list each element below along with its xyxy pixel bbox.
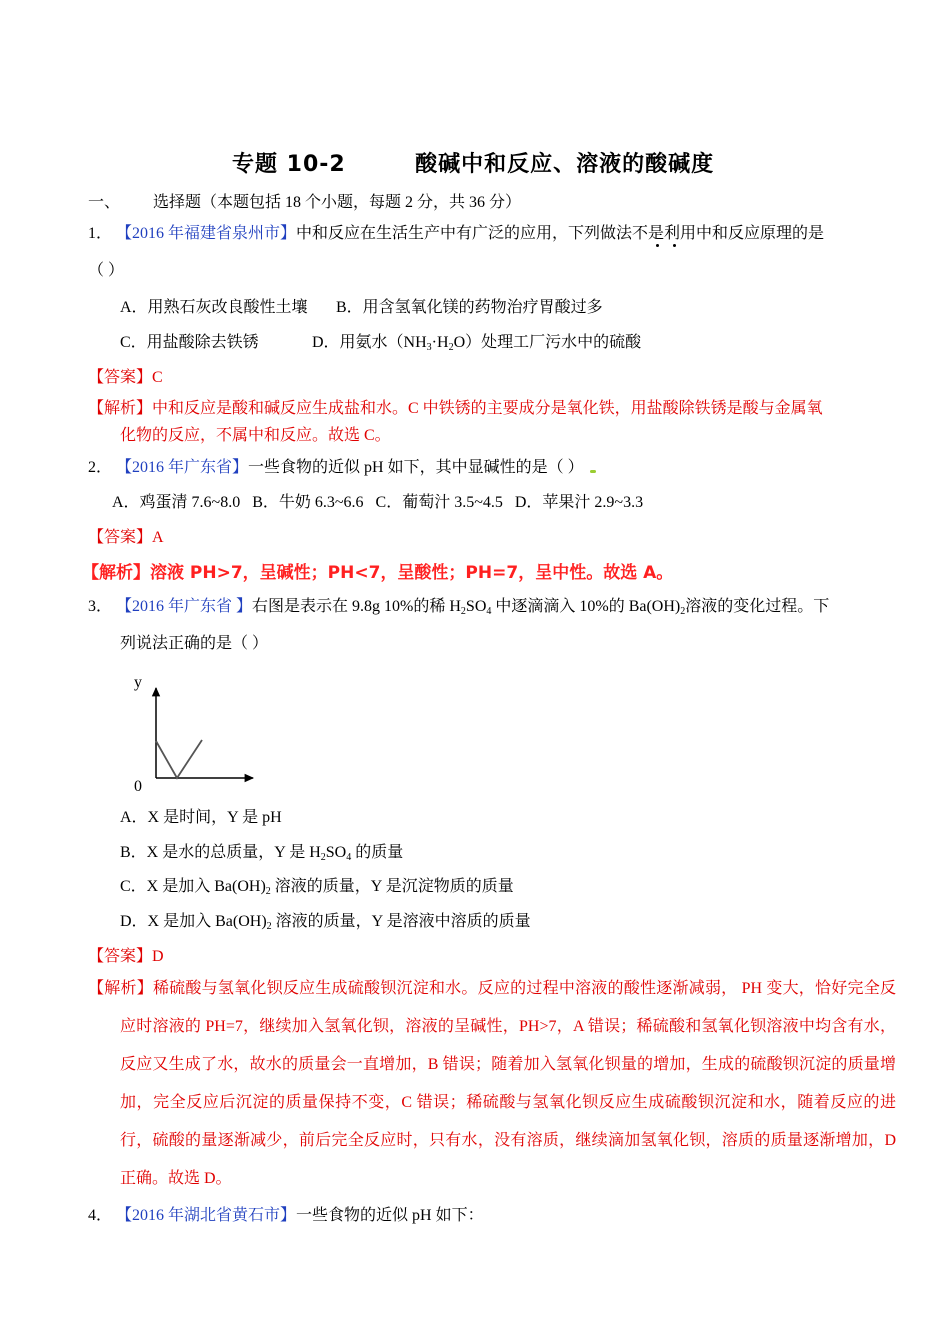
q3-option-d-part: D．X 是加入 Ba(OH) bbox=[120, 913, 267, 930]
q4-number: 4． bbox=[88, 1207, 113, 1224]
q1-option-d-sub: 2 bbox=[448, 342, 454, 353]
q3-option-b-sub: 2 bbox=[320, 852, 326, 863]
q4-source: 【2016 年湖北省黄石市】 bbox=[116, 1207, 297, 1224]
q3-line bbox=[88, 596, 829, 618]
q3-option-d bbox=[120, 911, 531, 933]
q3-option-c-sub: 2 bbox=[265, 886, 271, 897]
q3-stem-part: 溶液的变化过程。下 bbox=[685, 598, 830, 615]
graph-origin-label: 0 bbox=[134, 778, 142, 795]
q2-stem: 一些食物的近似 pH 如下，其中显碱性的是（ ） bbox=[248, 459, 584, 476]
q1-source: 【2016 年福建省泉州市】 bbox=[116, 225, 297, 242]
q3-option-c-part: C．X 是加入 Ba(OH) bbox=[120, 878, 266, 895]
q1-option-a: A．用熟石灰改良酸性土壤 bbox=[120, 299, 308, 316]
q1-analysis-line1: 【解析】中和反应是酸和碱反应生成盐和水。C 中铁锈的主要成分是氧化铁，用盐酸除铁锈是酸与金属氧 bbox=[88, 400, 823, 417]
q2-analysis: 【解析】溶液 PH>7，呈碱性；PH<7，呈酸性；PH=7，呈中性。故选 A。 bbox=[82, 563, 674, 583]
q1-option-d-sub: 3 bbox=[426, 342, 432, 353]
q3-option-d-sub: 2 bbox=[266, 921, 272, 932]
green-mark bbox=[590, 470, 596, 473]
q3-option-b-part: 的质量 bbox=[351, 844, 404, 861]
q3-option-d-part: 溶液的质量，Y 是溶液中溶质的质量 bbox=[271, 913, 531, 930]
q2-line bbox=[88, 457, 584, 479]
q2-answer: 【答案】A bbox=[88, 529, 164, 546]
q1-option-d-part: ·H bbox=[431, 334, 449, 351]
q1-option-d bbox=[312, 332, 641, 354]
section-number: 一、 bbox=[88, 194, 121, 211]
q1-option-d-part: O）处理工厂污水中的硫酸 bbox=[453, 334, 642, 351]
q3-number: 3． bbox=[88, 598, 113, 615]
q3-answer: 【答案】D bbox=[88, 948, 164, 965]
q3-stem-sub: 4 bbox=[486, 606, 492, 617]
q1-answer-paren: （ ） bbox=[88, 262, 125, 279]
q1-stem: 中和反应在生活生产中有广泛的应用，下列做法不是利用中和反应原理的是 bbox=[296, 225, 825, 242]
q3-option-b-sub: 4 bbox=[346, 852, 352, 863]
graph-curve bbox=[156, 740, 202, 778]
page-title bbox=[232, 154, 714, 176]
q4-stem: 一些食物的近似 pH 如下： bbox=[296, 1207, 484, 1224]
q3-analysis: 【解析】稀硫酸与氢氧化钡反应生成硫酸钡沉淀和水。反应的过程中溶液的酸性逐渐减弱， PH 变大，恰好完全反应时溶液的 PH=7，继续加入氢氧化钡，溶液的呈碱性，PH>7，A 错误；稀硫酸和氢氧化钡溶液中均含有水，反应又生成了水，故水的质量会一直增加，B 错误；随着加入氢氧化钡量的增加，生成的硫酸钡沉淀的质量增加，完全反应后沉淀的质量保持不变，C 错误；稀硫酸与氢氧化钡反应生成硫酸钡沉淀和水，随着反应的进行，硫酸的量逐渐减少，前后完全反应时，只有水，没有溶质，继续滴加氢氧化钡，溶质的质量逐渐增加，D 正确。故选 D。 bbox=[88, 980, 896, 1187]
q1-option-d-part: D．用氨水（NH bbox=[312, 334, 427, 351]
q3-option-c-part: 溶液的质量，Y 是沉淀物质的质量 bbox=[270, 878, 514, 895]
title-main: 酸碱中和反应、溶液的酸碱度 bbox=[415, 152, 715, 177]
graph-y-label: y bbox=[134, 674, 142, 691]
q3-source: 【2016 年广东省 】 bbox=[116, 598, 253, 615]
title-prefix: 专题 10-2 bbox=[232, 152, 346, 177]
q1-option-b: B．用含氢氧化镁的药物治疗胃酸过多 bbox=[336, 299, 603, 316]
emphasis-dot bbox=[656, 244, 659, 247]
q3-option-c bbox=[120, 876, 514, 898]
q2-options: A．鸡蛋清 7.6~8.0 B．牛奶 6.3~6.6 C．葡萄汁 3.5~4.5 D．苹果汁 2.9~3.3 bbox=[112, 494, 644, 511]
q4-line bbox=[88, 1205, 484, 1227]
q3-stem-sub: 2 bbox=[460, 606, 466, 617]
q1-line bbox=[88, 223, 824, 245]
q3-stem-part: SO bbox=[465, 598, 487, 615]
q3-option-a: A．X 是时间，Y 是 pH bbox=[120, 809, 282, 826]
q1-option-c: C．用盐酸除去铁锈 bbox=[120, 334, 259, 351]
q3-option-b-part: SO bbox=[325, 844, 347, 861]
q2-source: 【2016 年广东省】 bbox=[116, 459, 249, 476]
q1-number: 1． bbox=[88, 225, 113, 242]
emphasis-dot bbox=[673, 244, 676, 247]
section-heading: 选择题（本题包括 18 个小题，每题 2 分，共 36 分） bbox=[153, 194, 522, 211]
q1-analysis-line2: 化物的反应，不属中和反应。故选 C。 bbox=[120, 427, 391, 444]
q3-stem-line2: 列说法正确的是（ ） bbox=[120, 635, 269, 652]
q3-stem-part: 右图是表示在 9.8g 10%的稀 H bbox=[252, 598, 461, 615]
q3-option-b bbox=[120, 842, 403, 864]
q3-option-b-part: B．X 是水的总质量，Y 是 H bbox=[120, 844, 321, 861]
q1-answer: 【答案】C bbox=[88, 369, 163, 386]
q3-stem-sub: 2 bbox=[680, 606, 686, 617]
q3-stem-part: 中逐滴滴入 10%的 Ba(OH) bbox=[491, 598, 681, 615]
q3-graph bbox=[125, 670, 265, 800]
q2-number: 2． bbox=[88, 459, 113, 476]
